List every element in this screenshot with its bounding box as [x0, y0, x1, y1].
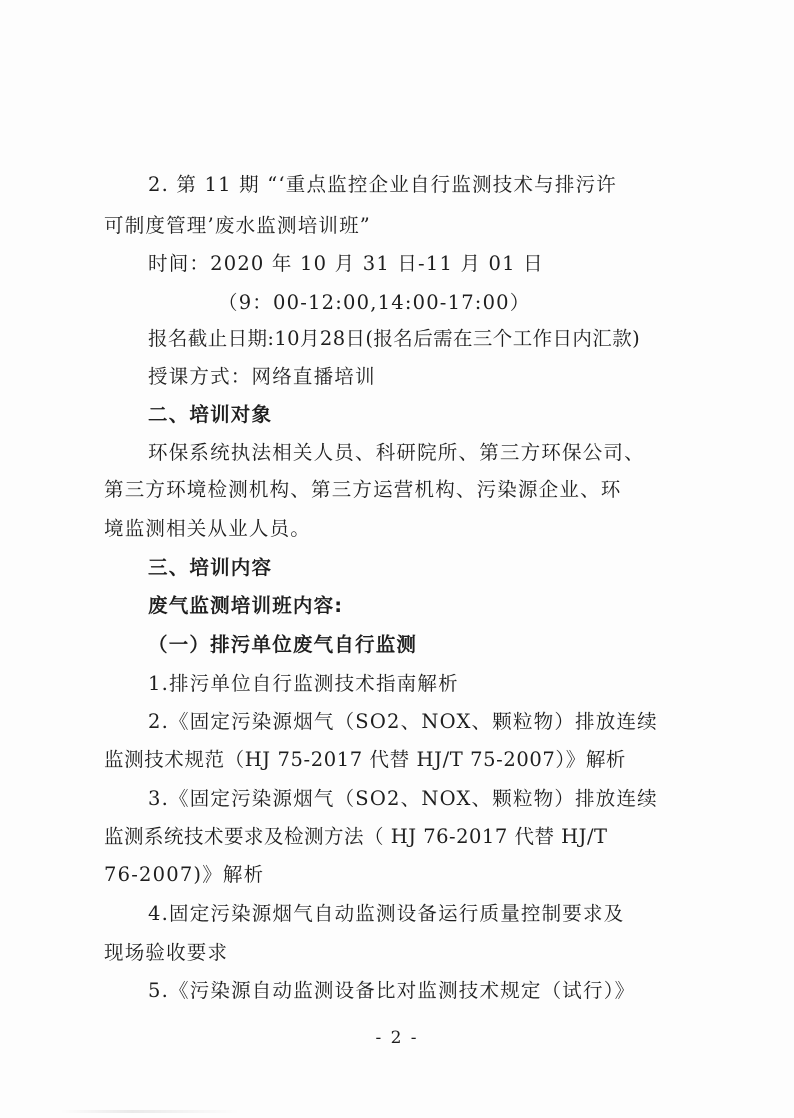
training-time: 时间：2020 年 10 月 31 日-11 月 01 日 — [148, 252, 544, 275]
content-item-2-line-2: 监测技术规范（HJ 75-2017 代替 HJ/T 75-2007）》解析 — [104, 748, 627, 771]
content-item-4-line-1: 4.固定污染源烟气自动监测设备运行质量控制要求及 — [148, 902, 625, 925]
target-line-2: 第三方环境检测机构、第三方运营机构、污染源企业、环 — [104, 478, 622, 501]
content-item-4-line-2: 现场验收要求 — [104, 941, 229, 964]
page-number: - 2 - — [375, 1028, 419, 1048]
target-line-3: 境监测相关从业人员。 — [104, 517, 312, 540]
item-2-title-line-2: 可制度管理’废水监测培训班” — [104, 214, 371, 237]
content-item-5: 5.《污染源自动监测设备比对监测技术规定（试行）》 — [148, 979, 636, 1002]
content-item-3-line-1: 3.《固定污染源烟气（SO2、NOX、颗粒物）排放连续 — [148, 787, 658, 810]
item-2-title-line-1: 2. 第 11 期 “‘重点监控企业自行监测技术与排污许 — [148, 173, 617, 196]
registration-deadline: 报名截止日期:10月28日(报名后需在三个工作日内汇款) — [148, 327, 641, 350]
target-line-1: 环保系统执法相关人员、科研院所、第三方环保公司、 — [148, 441, 645, 464]
subsection-heading-1: （一）排污单位废气自行监测 — [148, 633, 418, 656]
teaching-method: 授课方式：网络直播培训 — [148, 365, 376, 388]
training-hours: （9：00-12:00,14:00-17:00） — [218, 291, 531, 314]
content-item-3-line-2: 监测系统技术要求及检测方法（ HJ 76-2017 代替 HJ/T — [104, 825, 608, 848]
section-heading-target: 二、培训对象 — [148, 403, 273, 426]
scan-edge-mark — [60, 1110, 240, 1113]
exhaust-course-heading: 废气监测培训班内容: — [148, 594, 344, 617]
content-item-2-line-1: 2.《固定污染源烟气（SO2、NOX、颗粒物）排放连续 — [148, 710, 658, 733]
content-item-1: 1.排污单位自行监测技术指南解析 — [148, 672, 459, 695]
section-heading-content: 三、培训内容 — [148, 556, 273, 579]
content-item-3-line-3: 76-2007)》解析 — [104, 863, 265, 886]
